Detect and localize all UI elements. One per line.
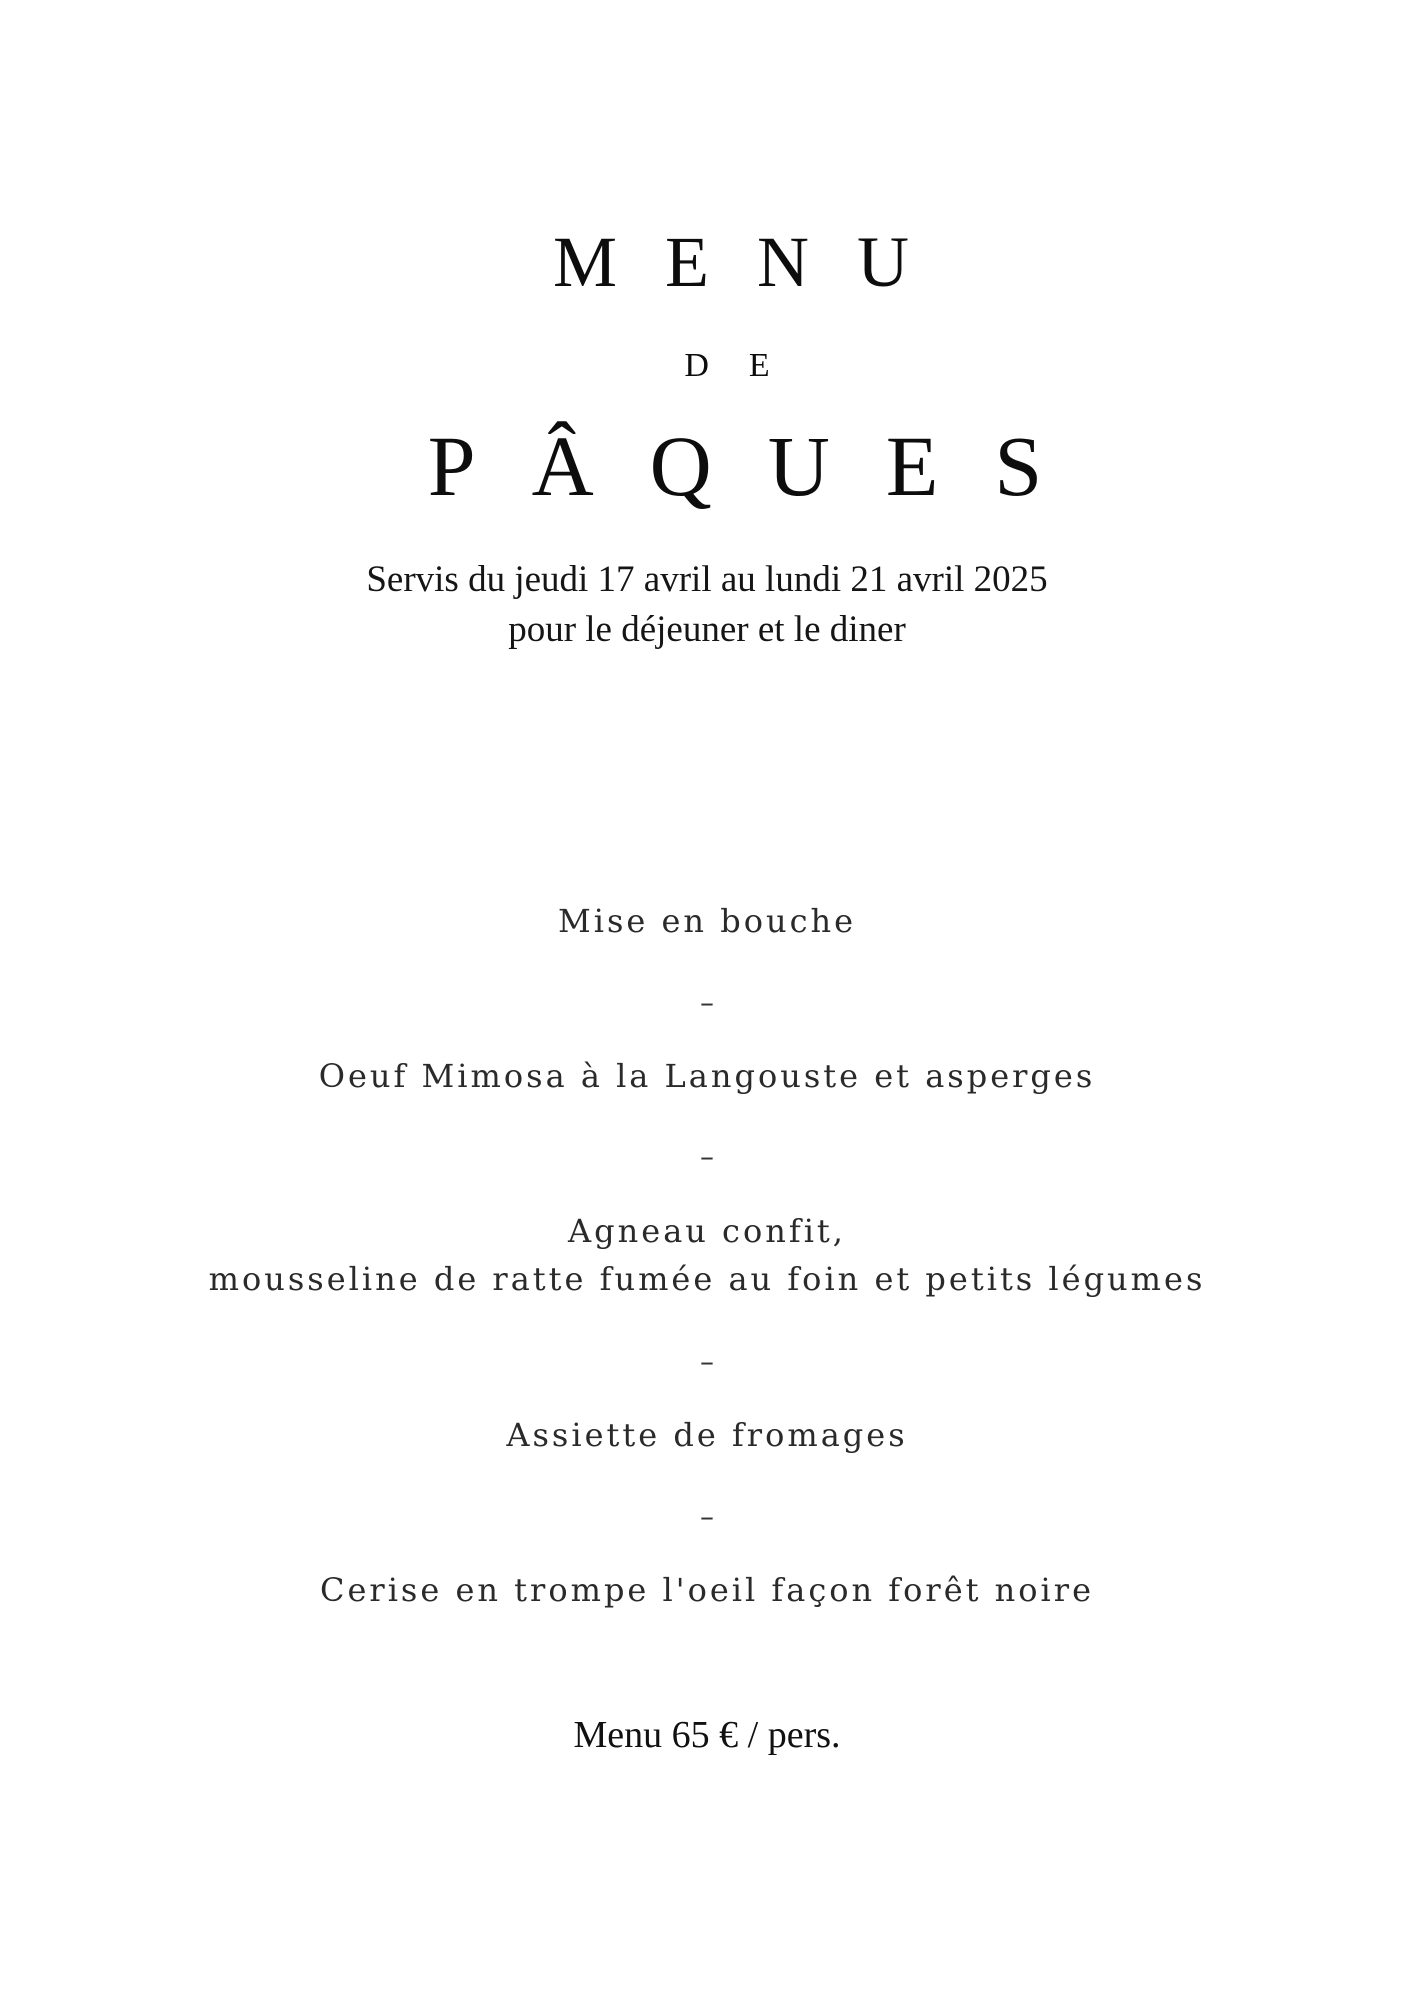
course-separator: – [700,1140,714,1173]
title-menu: MENU [553,222,957,302]
served-meals: pour le déjeuner et le diner [508,609,906,650]
menu-price: Menu 65 € / pers. [573,1714,841,1756]
course-starter: Oeuf Mimosa à la Langouste et asperges [318,1057,1096,1095]
course-separator: – [700,1500,714,1533]
course-dessert: Cerise en trompe l'oeil façon forêt noire [319,1571,1095,1609]
course-main-line2: mousseline de ratte fumée au foin et petits légumes [208,1260,1206,1298]
course-separator: – [700,986,714,1019]
title-paques: PÂQUES [427,418,1099,514]
served-dates: Servis du jeudi 17 avril au lundi 21 avril 2025 [366,559,1048,600]
course-cheese: Assiette de fromages [506,1416,908,1454]
course-amuse-bouche: Mise en bouche [557,902,857,940]
course-separator: – [700,1345,714,1378]
course-main-line1: Agneau confit, [568,1212,846,1250]
title-de: DE [684,347,810,384]
